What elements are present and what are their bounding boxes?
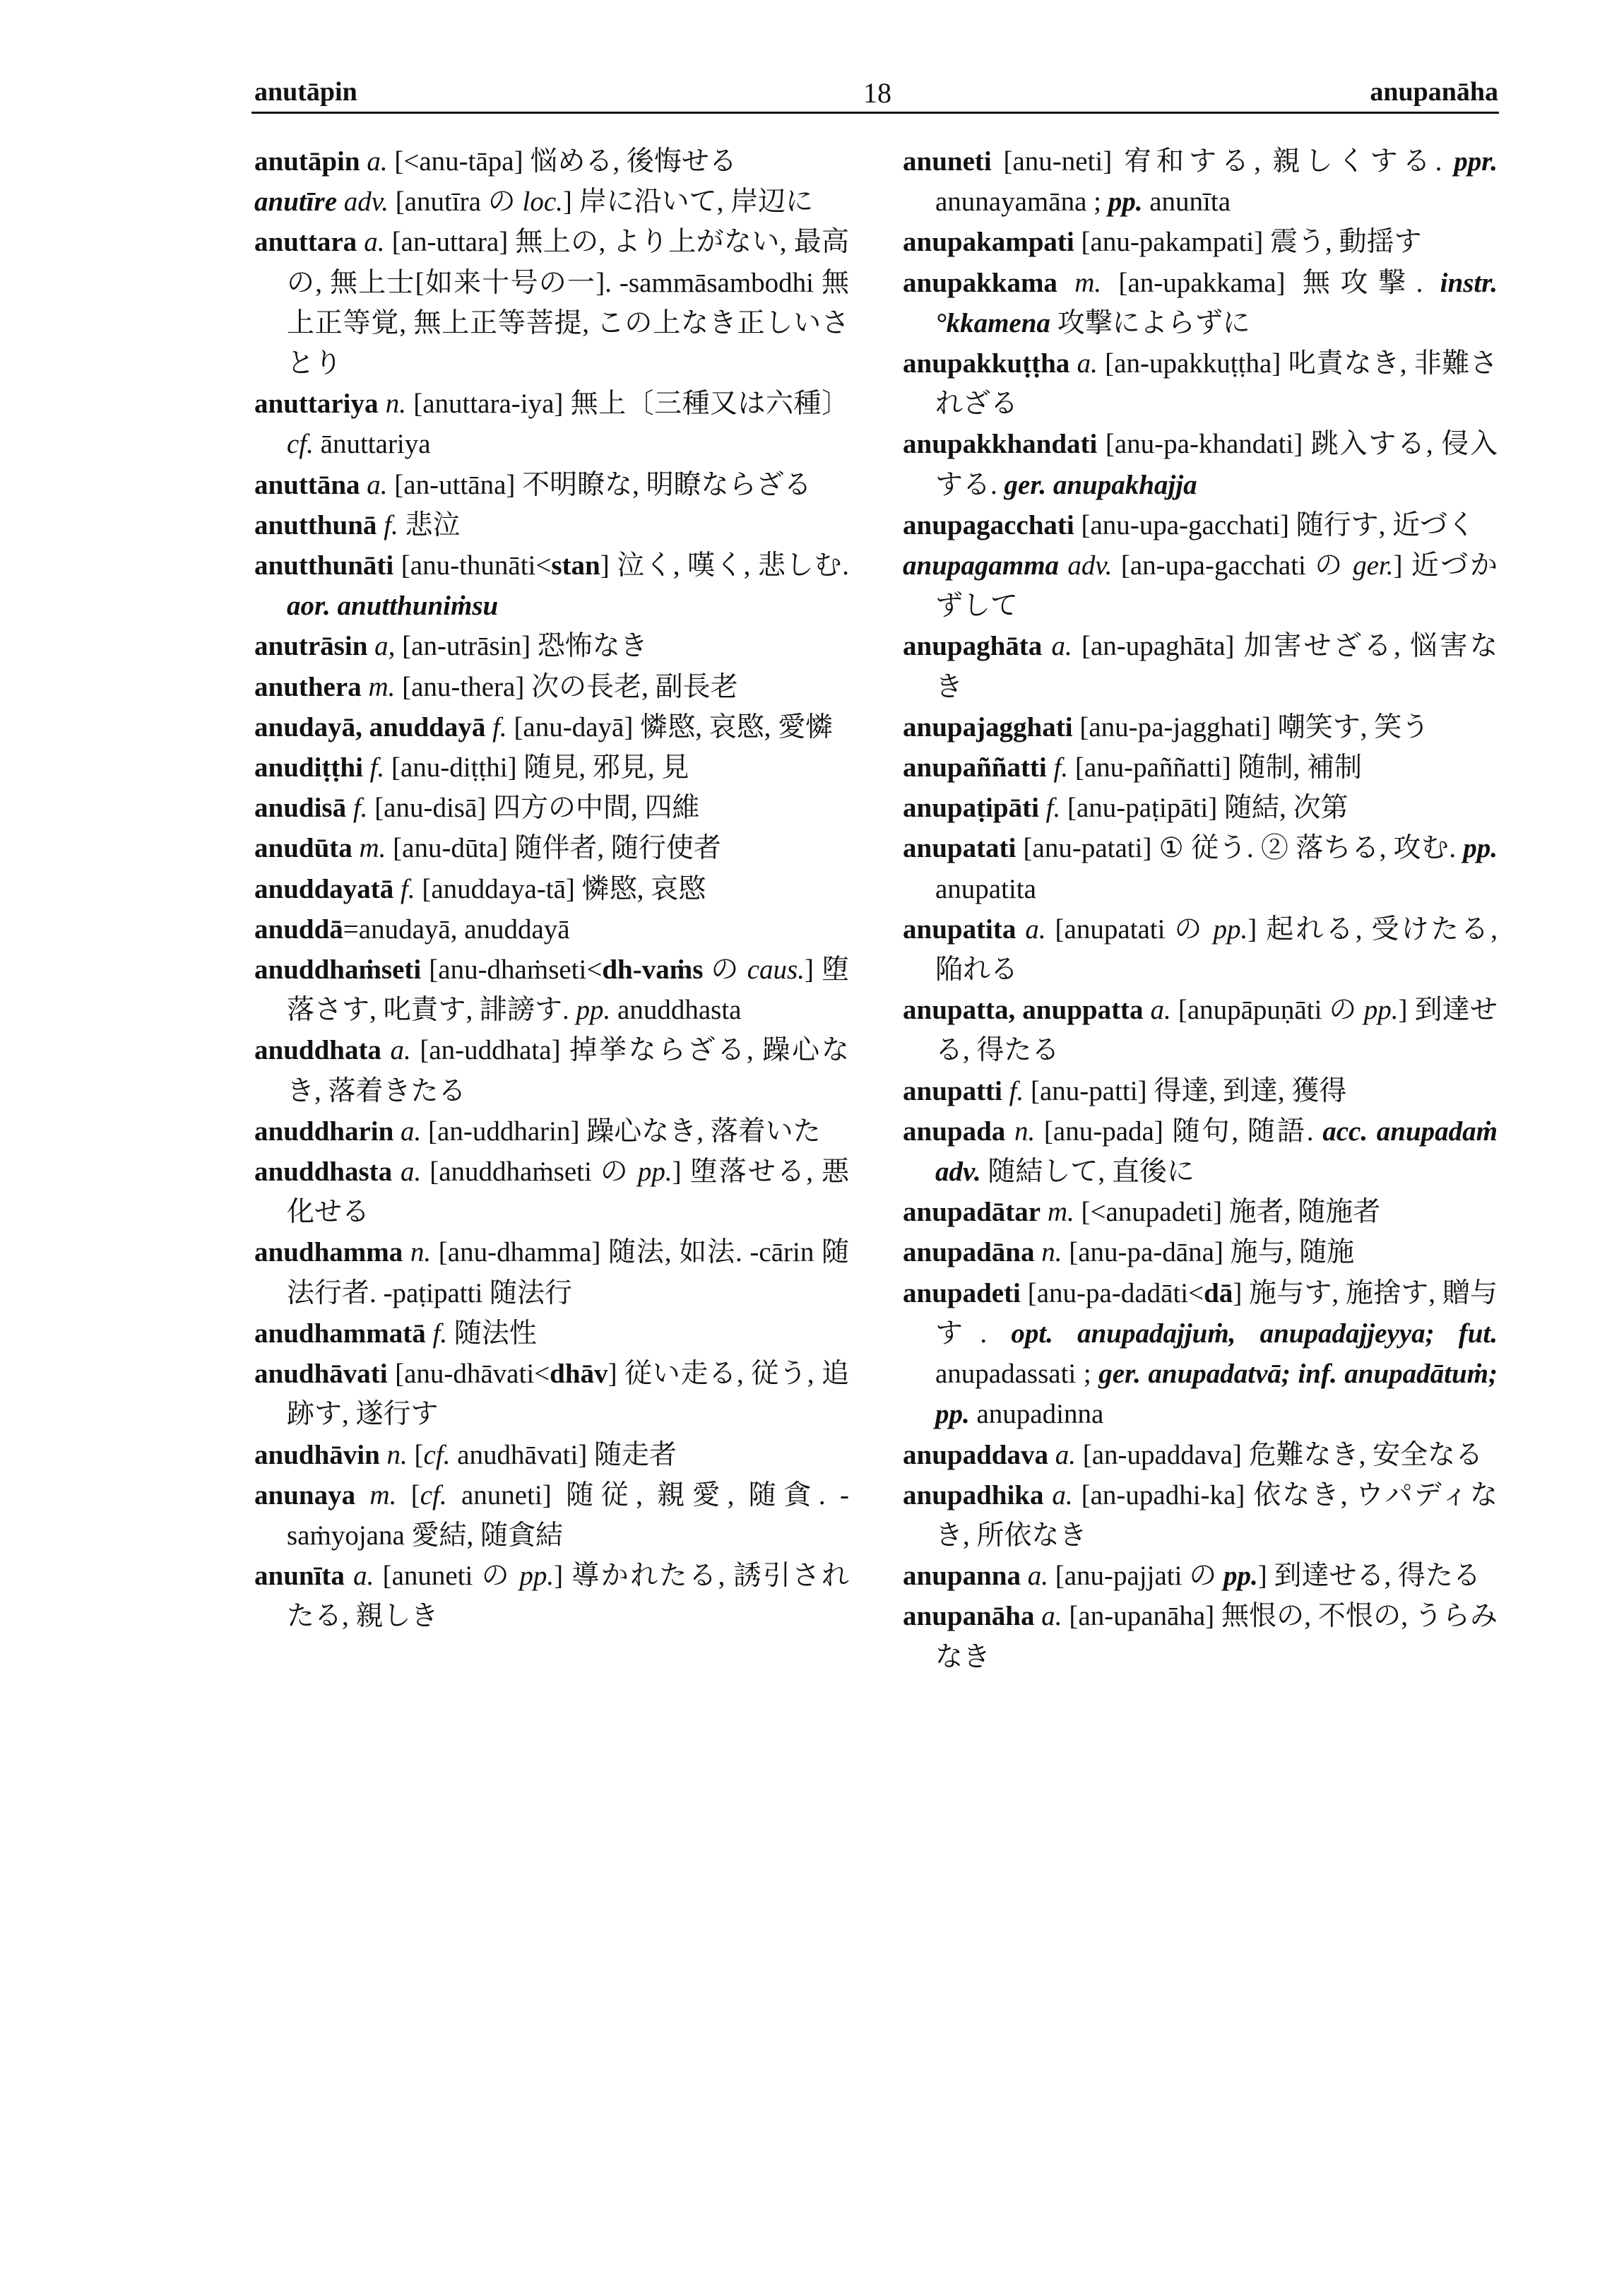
definition-text: ] 岸に沿いて, 岸辺に — [562, 187, 814, 218]
headword: anuthera — [254, 671, 362, 702]
dictionary-entry — [903, 747, 1498, 788]
headword: anuddhasta — [254, 1157, 393, 1188]
definition-text: =anudayā, anuddayā — [343, 914, 570, 945]
definition-text: の — [703, 954, 747, 986]
definition-text: 悲泣 — [398, 509, 461, 540]
dictionary-entry — [903, 1475, 1498, 1556]
dictionary-entry — [254, 1232, 849, 1313]
grammar-label: a. — [1016, 914, 1046, 945]
definition-text: ] 導かれたる, 誘引されたる, 親しき — [287, 1561, 850, 1632]
grammar-label: a. — [1034, 1601, 1062, 1632]
headword: anupagacchati — [903, 509, 1074, 540]
definition-text: [anuddhaṁseti の — [421, 1157, 638, 1188]
dictionary-entry — [254, 465, 849, 505]
headword: anupadeti — [903, 1277, 1021, 1308]
grammar-label: f. — [377, 509, 398, 540]
dictionary-entry — [903, 222, 1498, 262]
grammar-label: adv. — [1059, 550, 1113, 581]
definition-text: [anu-pa-dāna] 施与, 随施 — [1062, 1237, 1355, 1268]
headword: anutthunāti — [254, 550, 394, 581]
grammar-label: m. — [355, 1479, 397, 1510]
definition-text: [an-upakkuṭṭha] 叱責なき, 非難されざる — [935, 348, 1498, 420]
running-head-right: anupanāha — [1370, 77, 1498, 107]
headword: anupakkhandati — [903, 429, 1098, 460]
headword: anupakampati — [903, 227, 1074, 258]
definition-text: [anuneti の — [374, 1561, 520, 1592]
definition-text: [anupāpuṇāti の — [1170, 995, 1364, 1026]
headword: anupada — [903, 1116, 1006, 1147]
headword: anupaddava — [903, 1439, 1048, 1470]
grammar-label: opt. anupadajjuṁ, anupadajjeyya; fut. — [1011, 1318, 1498, 1349]
dictionary-entry — [903, 626, 1498, 706]
headword: anuttariya — [254, 389, 379, 420]
definition-text: anuneti] 随従, 親愛, 随貪. -saṁyojana 愛結, 随貪結 — [287, 1479, 849, 1551]
definition-text: [an-upadhi-ka] 依なき, ウパディなき, 所依なき — [935, 1479, 1498, 1551]
definition-text: [anu-dhamma] 随法, 如法. -cārin 随法行者. -paṭipatti 随法行 — [287, 1237, 849, 1308]
grammar-label: adv. — [337, 187, 389, 218]
dictionary-entry — [903, 909, 1498, 990]
headword: anunīta — [254, 1561, 345, 1592]
dictionary-entry — [254, 828, 849, 868]
grammar-label: a. — [1048, 1439, 1076, 1470]
headword: anupadāna — [903, 1237, 1035, 1268]
grammar-label: f. — [1002, 1075, 1024, 1106]
dictionary-entry — [254, 1475, 849, 1556]
definition-text: anupadassati ; — [935, 1359, 1099, 1390]
definition-text: [anu-pada] 随句, 随語. — [1035, 1116, 1323, 1147]
grammar-label: ger. anupakhajja — [1004, 469, 1197, 500]
grammar-label: a. — [1069, 348, 1098, 379]
grammar-label: ger. — [1353, 550, 1394, 581]
headword: anuddharin — [254, 1116, 394, 1147]
headword: anupadhika — [903, 1479, 1044, 1510]
definition-text: 随結して, 直後に — [980, 1157, 1195, 1188]
grammar-label: pp. — [1463, 833, 1498, 864]
definition-text: [an-uddharin] 躁心なき, 落着いた — [421, 1116, 821, 1147]
definition-text: ] 到達せる, 得たる — [935, 995, 1498, 1066]
headword: anudhāvin — [254, 1439, 380, 1470]
headword: anudhamma — [254, 1237, 403, 1268]
definition-text: anupatita — [935, 873, 1036, 904]
grammar-label: f. — [1038, 793, 1061, 824]
headword: anutthunā — [254, 509, 377, 540]
dictionary-entry — [254, 182, 849, 222]
dictionary-entry — [254, 1111, 849, 1152]
grammar-label: n. — [403, 1237, 432, 1268]
grammar-label: a. — [1143, 995, 1171, 1026]
dictionary-entry — [903, 1111, 1498, 1192]
headword: anuttara — [254, 227, 357, 258]
definition-text: ] 従い走る, 従う, 追跡す, 遂行す — [287, 1359, 849, 1430]
headword: anupadātar — [903, 1197, 1041, 1228]
definition-text: [anu-paṭipāti] 随結, 次第 — [1060, 793, 1349, 824]
dictionary-entry — [903, 343, 1498, 424]
dictionary-entry — [903, 1232, 1498, 1272]
grammar-label: pp. — [576, 995, 611, 1026]
dictionary-entry — [254, 384, 849, 464]
definition-text: [anu-dayā] 憐愍, 哀愍, 愛憐 — [506, 711, 834, 743]
definition-text: [anu-patti] 得達, 到達, 獲得 — [1024, 1075, 1347, 1106]
grammar-label: f. — [346, 793, 368, 824]
dictionary-entry — [254, 747, 849, 788]
dictionary-entry — [254, 1313, 849, 1354]
grammar-label: loc. — [522, 187, 563, 218]
dictionary-entry — [254, 1354, 849, 1434]
grammar-label: a. — [344, 1561, 374, 1592]
grammar-label: n. — [1005, 1116, 1036, 1147]
dictionary-entry — [903, 1435, 1498, 1475]
dictionary-entry — [903, 828, 1498, 909]
headword: anuddayatā — [254, 873, 394, 904]
headword: anudisā — [254, 793, 347, 824]
definition-text: ] 到達せる, 得たる — [1257, 1561, 1481, 1592]
definition-text: dh-vaṁs — [602, 954, 704, 986]
headword: anuttāna — [254, 469, 360, 500]
headword: anudiṭṭhi — [254, 752, 363, 784]
header-rule — [251, 112, 1499, 114]
grammar-label: m. — [361, 671, 396, 702]
dictionary-entry — [254, 788, 849, 828]
dictionary-entry — [254, 222, 849, 384]
headword: anupakkuṭṭha — [903, 348, 1070, 379]
headword: anupaññatti — [903, 752, 1047, 784]
definition-text: [anu-neti] 宥和する, 親しくする. — [991, 146, 1454, 177]
headword: anudūta — [254, 833, 352, 864]
grammar-label: f. — [1046, 752, 1069, 784]
dictionary-entry — [254, 1030, 849, 1111]
headword: anuddhata — [254, 1035, 381, 1066]
definition-text: [anuttara-iya] 無上〔三種又は六種〕 — [405, 389, 849, 420]
definition-text: ] 起れる, 受けたる, 陥れる — [935, 914, 1498, 986]
dictionary-entry — [254, 869, 849, 909]
headword: anuddā — [254, 914, 343, 945]
definition-text: [anu-patati] ① 従う. ② 落ちる, 攻む. — [1016, 833, 1464, 864]
grammar-label: pp. — [1223, 1561, 1258, 1592]
grammar-label: caus. — [747, 954, 805, 986]
grammar-label: acc. anupadaṁ adv. — [935, 1116, 1498, 1188]
grammar-label: f. — [393, 873, 415, 904]
definition-text: [an-upakkama] 無攻撃. — [1101, 267, 1440, 298]
definition-text: [anu-dūta] 随伴者, 随行使者 — [386, 833, 721, 864]
headword: anunaya — [254, 1479, 356, 1510]
dictionary-entry — [903, 424, 1498, 504]
definition-text: [an-uttara] 無上の, より上がない, 最高の, 無上士[如来十号の一]. -sammāsambodhi 無上正等覚, 無上正等菩提, この上なき正しいさとり — [287, 227, 849, 379]
dictionary-entry — [254, 505, 849, 545]
definition-text: [an-utrāsin] 恐怖なき — [395, 631, 648, 662]
dictionary-entry — [254, 141, 849, 182]
dictionary-entry — [254, 950, 849, 1030]
headword: anupanna — [903, 1561, 1021, 1592]
grammar-label: a. — [381, 1035, 411, 1066]
definition-text: 随法性 — [447, 1318, 537, 1349]
definition-text: anunīta — [1142, 187, 1231, 218]
grammar-label: cf. — [287, 429, 314, 460]
headword: anupajagghati — [903, 711, 1073, 743]
definition-text: 攻撃によらずに — [1050, 307, 1250, 338]
definition-text: ] 泣く, 嘆く, 悲しむ. — [600, 550, 849, 581]
grammar-label: a. — [1042, 631, 1072, 662]
definition-text: anupadinna — [969, 1399, 1104, 1430]
headword: anudayā, anuddayā — [254, 711, 486, 743]
dictionary-entry — [903, 1596, 1498, 1677]
grammar-label: pp. — [1213, 914, 1248, 945]
definition-text: [ — [396, 1479, 420, 1510]
dictionary-entry — [254, 545, 849, 626]
grammar-label: cf. — [423, 1439, 451, 1470]
definition-text: stan — [551, 550, 600, 581]
dictionary-entry — [254, 1435, 849, 1475]
definition-text: [anu-pa-khandati] 跳入する, 侵入する. — [935, 429, 1498, 500]
definition-text: ] 堕落さす, 叱責す, 誹謗す. — [287, 954, 849, 1026]
definition-text: ānuttariya — [313, 429, 431, 460]
definition-text: [anupatati の — [1045, 914, 1214, 945]
dictionary-entry — [903, 1273, 1498, 1435]
definition-text: [anu-dhāvati< — [387, 1359, 550, 1390]
grammar-label: aor. anutthuniṁsu — [287, 591, 499, 622]
dictionary-entry — [903, 141, 1498, 222]
dictionary-entry — [903, 990, 1498, 1070]
definition-text: [<anu-tāpa] 悩める, 後悔せる — [387, 146, 737, 177]
definition-text: [anu-pajjati の — [1048, 1561, 1223, 1592]
definition-text: [anu-dhaṁseti< — [421, 954, 603, 986]
definition-text: dā — [1204, 1277, 1233, 1308]
left-column — [254, 141, 849, 1637]
definition-text: [anu-pakampati] 震う, 動揺す — [1074, 227, 1422, 258]
definition-text: [an-uddhata] 掉挙ならざる, 躁心なき, 落着きたる — [287, 1035, 850, 1106]
definition-text: [an-upa-gacchati の — [1112, 550, 1353, 581]
right-column — [903, 141, 1498, 1677]
headword: anupagamma — [903, 550, 1060, 581]
dictionary-entry — [903, 505, 1498, 545]
grammar-label: f. — [425, 1318, 448, 1349]
dictionary-entry — [254, 626, 849, 666]
running-head-left: anutāpin — [254, 77, 357, 107]
grammar-label: a. — [360, 469, 388, 500]
grammar-label: pp. — [1363, 995, 1399, 1026]
dictionary-entry — [903, 707, 1498, 747]
headword: anupaṭipāti — [903, 793, 1039, 824]
grammar-label: ppr. — [1454, 146, 1498, 177]
headword: anutīre — [254, 187, 338, 218]
dictionary-entry — [254, 909, 849, 950]
grammar-label: pp. — [519, 1561, 555, 1592]
definition-text: [anuddaya-tā] 憐愍, 哀愍 — [415, 873, 706, 904]
dictionary-entry — [254, 667, 849, 707]
headword: anutāpin — [254, 146, 360, 177]
grammar-label: a. — [1020, 1561, 1048, 1592]
dictionary-entry — [903, 1192, 1498, 1232]
headword: anuddhaṁseti — [254, 954, 422, 986]
grammar-label: a. — [1043, 1479, 1073, 1510]
definition-text: [<anupadeti] 施者, 随施者 — [1074, 1197, 1381, 1228]
definition-text: [an-upanāha] 無恨の, 不恨の, うらみなき — [935, 1601, 1498, 1672]
headword: anupanāha — [903, 1601, 1035, 1632]
definition-text: [an-uttāna] 不明瞭な, 明瞭ならざる — [387, 469, 812, 500]
definition-text: [anu-pa-jagghati] 嘲笑す, 笑う — [1072, 711, 1430, 743]
headword: anudhammatā — [254, 1318, 426, 1349]
headword: anupatti — [903, 1075, 1002, 1106]
grammar-label: ger. anupadatvā; inf. anupadātuṁ; pp. — [935, 1359, 1498, 1430]
definition-text: [anu-thunāti< — [393, 550, 552, 581]
definition-text: [ — [407, 1439, 424, 1470]
headword: anupaghāta — [903, 631, 1043, 662]
dictionary-entry — [903, 788, 1498, 828]
dictionary-entry — [903, 263, 1498, 343]
grammar-label: f. — [362, 752, 385, 784]
definition-text: anunayamāna ; — [935, 187, 1108, 218]
definition-text: [anu-upa-gacchati] 随行す, 近づく — [1074, 509, 1476, 540]
definition-text: [anu-disā] 四方の中間, 四維 — [367, 793, 700, 824]
definition-text: ] 堕落せる, 悪化せる — [287, 1157, 849, 1228]
headword: anupatita — [903, 914, 1017, 945]
grammar-label: pp. — [637, 1157, 672, 1188]
dictionary-entry — [254, 1152, 849, 1232]
grammar-label: m. — [352, 833, 386, 864]
grammar-label: cf. — [420, 1479, 447, 1510]
definition-text: ] 施与す, 施捨す, 贈与す. — [935, 1277, 1498, 1349]
dictionary-entry — [903, 1071, 1498, 1111]
headword: anuneti — [903, 146, 992, 177]
grammar-label: a. — [357, 227, 385, 258]
grammar-label: m. — [1057, 267, 1102, 298]
definition-text: [anu-diṭṭhi] 随見, 邪見, 見 — [384, 752, 689, 784]
definition-text: dhāv — [550, 1359, 608, 1390]
definition-text: [an-upaghāta] 加害せざる, 悩害なき — [935, 631, 1498, 702]
dictionary-entry — [254, 707, 849, 747]
definition-text: ] 近づかずして — [935, 550, 1498, 622]
definition-text: [an-upaddava] 危難なき, 安全なる — [1075, 1439, 1483, 1470]
grammar-label: f. — [485, 711, 507, 743]
definition-text: anuddhasta — [610, 995, 742, 1026]
definition-text: [anutīra の — [388, 187, 523, 218]
grammar-label: n. — [378, 389, 406, 420]
dictionary-entry — [903, 1556, 1498, 1596]
grammar-label: a, — [367, 631, 396, 662]
grammar-label: m. — [1041, 1197, 1074, 1228]
headword: anutrāsin — [254, 631, 368, 662]
headword: anupatta, anuppatta — [903, 995, 1144, 1026]
grammar-label: n. — [1034, 1237, 1062, 1268]
grammar-label: pp. — [1108, 187, 1143, 218]
dictionary-entry — [903, 545, 1498, 626]
grammar-label: a. — [393, 1116, 422, 1147]
definition-text: [anu-paññatti] 随制, 補制 — [1068, 752, 1363, 784]
grammar-label: a. — [360, 146, 388, 177]
page-number: 18 — [863, 77, 891, 109]
headword: anupakkama — [903, 267, 1057, 298]
definition-text: [anu-pa-dadāti< — [1020, 1277, 1204, 1308]
grammar-label: instr. °kkamena — [935, 267, 1498, 338]
grammar-label: a. — [392, 1157, 422, 1188]
definition-text: anudhāvati] 随走者 — [450, 1439, 677, 1470]
grammar-label: n. — [379, 1439, 408, 1470]
headword: anupatati — [903, 833, 1017, 864]
dictionary-entry — [254, 1556, 849, 1636]
definition-text: [anu-thera] 次の長老, 副長老 — [395, 671, 738, 702]
headword: anudhāvati — [254, 1359, 388, 1390]
